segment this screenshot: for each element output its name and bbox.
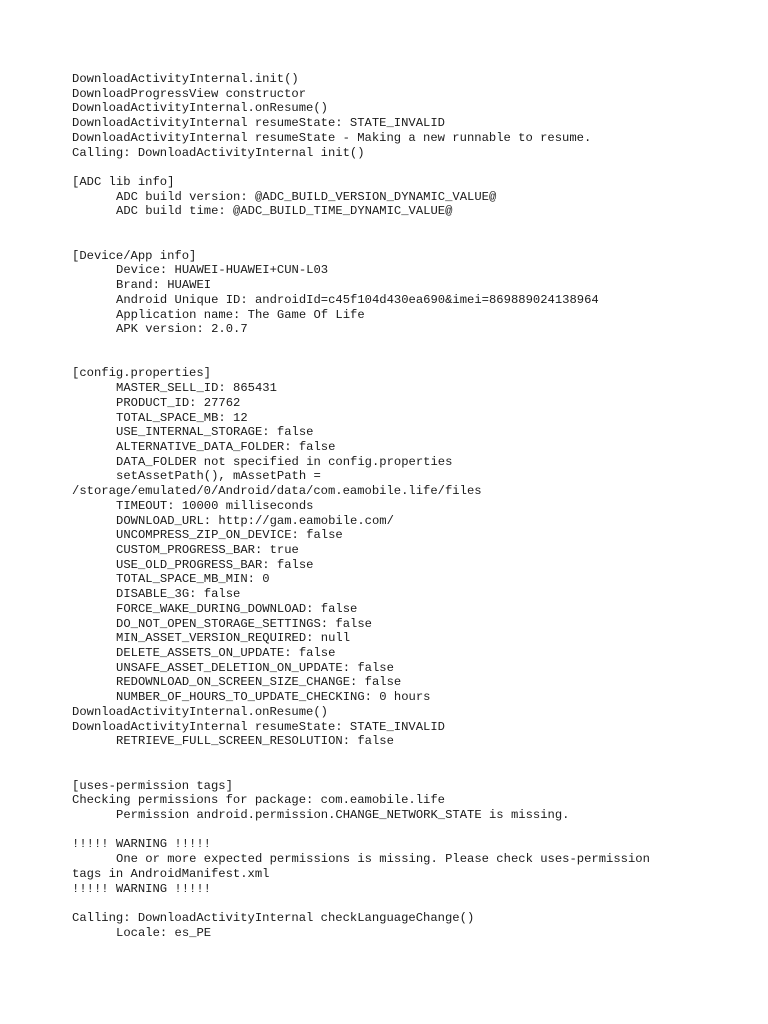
log-line: REDOWNLOAD_ON_SCREEN_SIZE_CHANGE: false bbox=[116, 675, 402, 690]
log-line: DownloadActivityInternal.init() bbox=[72, 72, 299, 86]
log-line: UNCOMPRESS_ZIP_ON_DEVICE: false bbox=[116, 528, 343, 543]
log-line: [ADC lib info] bbox=[72, 175, 175, 190]
log-line: USE_INTERNAL_STORAGE: false bbox=[116, 425, 314, 440]
log-line: TOTAL_SPACE_MB_MIN: 0 bbox=[116, 572, 270, 587]
log-line: DISABLE_3G: false bbox=[116, 587, 241, 602]
log-line: /storage/emulated/0/Android/data/com.eamobile.life/files bbox=[72, 484, 482, 499]
blank-line bbox=[72, 234, 712, 249]
log-line: Application name: The Game Of Life bbox=[116, 307, 365, 322]
log-line: DownloadActivityInternal resumeState: STATE_INVALID bbox=[72, 719, 445, 734]
log-line: DATA_FOLDER not specified in config.properties bbox=[116, 454, 453, 469]
blank-line bbox=[72, 896, 712, 911]
log-line: !!!!! WARNING !!!!! bbox=[72, 837, 211, 852]
log-line: FORCE_WAKE_DURING_DOWNLOAD: false bbox=[116, 601, 358, 616]
log-line: APK version: 2.0.7 bbox=[116, 322, 248, 337]
log-line: RETRIEVE_FULL_SCREEN_RESOLUTION: false bbox=[116, 734, 394, 749]
log-line: Checking permissions for package: com.eamobile.life bbox=[72, 793, 445, 808]
log-line: ADC build time: @ADC_BUILD_TIME_DYNAMIC_VALUE@ bbox=[116, 204, 453, 219]
log-line: ALTERNATIVE_DATA_FOLDER: false bbox=[116, 439, 336, 454]
log-line: NUMBER_OF_HOURS_TO_UPDATE_CHECKING: 0 hours bbox=[116, 690, 431, 705]
log-line: Calling: DownloadActivityInternal init() bbox=[72, 145, 365, 160]
log-line: !!!!! WARNING !!!!! bbox=[72, 881, 211, 896]
log-line: [config.properties] bbox=[72, 366, 211, 381]
log-line: One or more expected permissions is missing. Please check uses-permission bbox=[116, 852, 650, 867]
blank-line bbox=[72, 219, 712, 234]
log-line: USE_OLD_PROGRESS_BAR: false bbox=[116, 557, 314, 572]
log-line: Brand: HUAWEI bbox=[116, 278, 212, 293]
blank-line bbox=[72, 823, 712, 838]
log-line: UNSAFE_ASSET_DELETION_ON_UPDATE: false bbox=[116, 660, 394, 675]
log-line: DownloadProgressView constructor bbox=[72, 86, 307, 101]
log-line: [uses-permission tags] bbox=[72, 778, 233, 793]
log-line: DELETE_ASSETS_ON_UPDATE: false bbox=[116, 646, 336, 661]
log-line: Calling: DownloadActivityInternal checkLanguageChange() bbox=[72, 910, 475, 925]
log-line: [Device/App info] bbox=[72, 248, 197, 263]
log-line: DownloadActivityInternal.onResume() bbox=[72, 704, 328, 719]
blank-line bbox=[72, 749, 712, 764]
log-line: Locale: es_PE bbox=[116, 925, 212, 940]
log-line: tags in AndroidManifest.xml bbox=[72, 866, 270, 881]
log-line: ADC build version: @ADC_BUILD_VERSION_DYNAMIC_VALUE@ bbox=[116, 189, 497, 204]
log-line: DownloadActivityInternal resumeState - Making a new runnable to resume. bbox=[72, 130, 592, 145]
log-line: setAssetPath(), mAssetPath = bbox=[116, 469, 321, 484]
log-line: MIN_ASSET_VERSION_REQUIRED: null bbox=[116, 631, 351, 646]
blank-line bbox=[72, 764, 712, 779]
log-line: Device: HUAWEI-HUAWEI+CUN-L03 bbox=[116, 263, 329, 278]
blank-line bbox=[72, 160, 712, 175]
log-line: DO_NOT_OPEN_STORAGE_SETTINGS: false bbox=[116, 616, 372, 631]
blank-line bbox=[72, 337, 712, 352]
log-line: Android Unique ID: androidId=c45f104d430ea690&imei=869889024138964 bbox=[116, 292, 599, 307]
log-line: DownloadActivityInternal.onResume() bbox=[72, 101, 328, 116]
log-line: MASTER_SELL_ID: 865431 bbox=[116, 381, 277, 396]
log-line: DownloadActivityInternal resumeState: STATE_INVALID bbox=[72, 116, 445, 131]
log-document bbox=[72, 72, 712, 940]
log-line: Permission android.permission.CHANGE_NETWORK_STATE is missing. bbox=[116, 807, 570, 822]
log-line: CUSTOM_PROGRESS_BAR: true bbox=[116, 543, 299, 557]
log-line: TOTAL_SPACE_MB: 12 bbox=[116, 410, 248, 425]
log-line: TIMEOUT: 10000 milliseconds bbox=[116, 498, 314, 513]
blank-line bbox=[72, 352, 712, 367]
log-line: PRODUCT_ID: 27762 bbox=[116, 395, 241, 410]
log-line: DOWNLOAD_URL: http://gam.eamobile.com/ bbox=[116, 513, 394, 528]
